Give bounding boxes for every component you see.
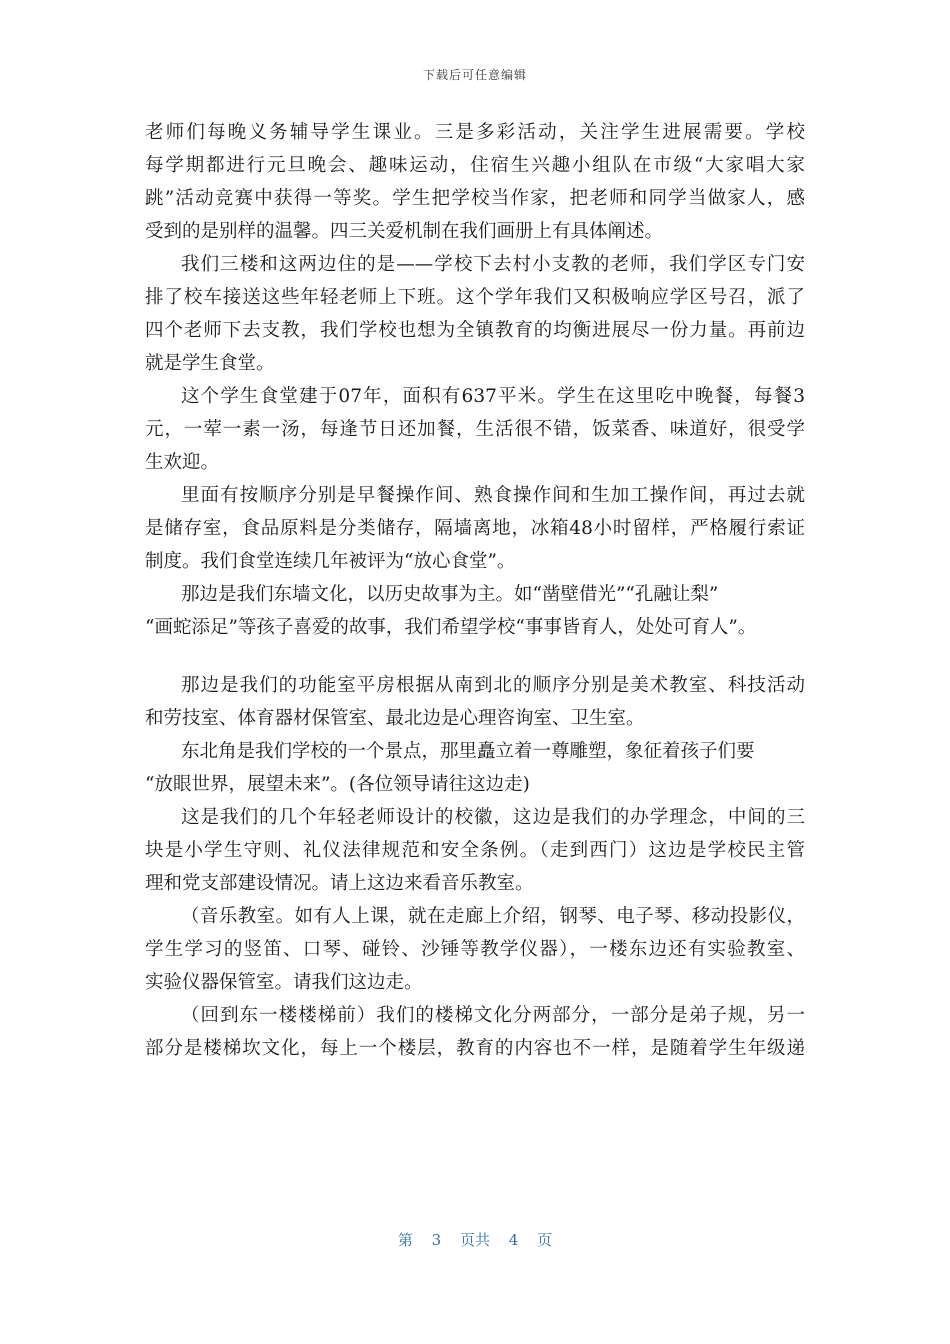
paragraph: [145, 248, 805, 380]
text-line: 每学期都进行元旦晚会、趣味运动，住宿生兴趣小组队在市级“大家唱大家: [145, 155, 805, 176]
text-line: 块是小学生守则、礼仪法律规范和安全条例。（走到西门）这边是学校民主管: [145, 840, 805, 861]
text-line: 实验仪器保管室。请我们这边走。: [145, 972, 423, 993]
paragraph: [145, 479, 805, 578]
text-line: 这是我们的几个年轻老师设计的校徽，这边是我们的办学理念，中间的三: [181, 807, 805, 828]
paragraph: [145, 116, 805, 248]
page-total: 4: [508, 1231, 519, 1249]
text-line: 受到的是别样的温馨。四三关爱机制在我们画册上有具体阐述。: [145, 221, 664, 242]
paragraph: [145, 578, 805, 644]
text-line: 跳”活动竞赛中获得一等奖。学生把学校当作家，把老师和同学当做家人，感: [145, 188, 805, 209]
text-line: 里面有按顺序分别是早餐操作间、熟食操作间和生加工操作间，再过去就: [181, 485, 805, 506]
text-line: 学生学习的竖笛、口琴、碰铃、沙锤等教学仪器），一楼东边还有实验教室、: [145, 939, 805, 960]
text-line: 那边是我们东墙文化，以历史故事为主。如“凿壁借光”“孔融让梨”: [181, 584, 719, 605]
text-line: “画蛇添足”等孩子喜爱的故事，我们希望学校“事事皆育人，处处可育人”。: [145, 617, 757, 638]
text-line: 排了校车接送这些年轻老师上下班。这个学年我们又积极响应学区号召，派了: [145, 287, 805, 308]
page-mid: 页共: [459, 1231, 490, 1249]
text-line: “放眼世界，展望未来”。(各位领导请往这边走): [145, 774, 530, 795]
text-line: 老师们每晚义务辅导学生课业。三是多彩活动，关注学生进展需要。学校: [145, 122, 805, 143]
paragraph: [145, 999, 805, 1065]
text-line: 理和党支部建设情况。请上这边来看音乐教室。: [145, 873, 534, 894]
text-line: 生欢迎。: [145, 452, 220, 473]
page-header: 下载后可任意编辑: [422, 68, 527, 82]
text-line: （音乐教室。如有人上课，就在走廊上介绍，钢琴、电子琴、移动投影仪，: [181, 906, 805, 927]
text-line: 我们三楼和这两边住的是——学校下去村小支教的老师，我们学区专门安: [181, 254, 805, 275]
text-line: 部分是楼梯坎文化，每上一个楼层，教育的内容也不一样，是随着学生年级递: [145, 1038, 805, 1059]
text-line: 制度。我们食堂连续几年被评为“放心食堂”。: [145, 551, 516, 572]
text-line: 东北角是我们学校的一个景点，那里矗立着一尊雕塑，象征着孩子们要: [181, 741, 755, 762]
paragraph: [145, 801, 805, 900]
text-line: 那边是我们的功能室平房根据从南到北的顺序分别是美术教室、科技活动: [181, 675, 805, 696]
text-line: 和劳技室、体育器材保管室、最北边是心理咨询室、卫生室。: [145, 708, 645, 729]
paragraph: [145, 380, 805, 479]
page-label: 第: [397, 1231, 413, 1249]
paragraph: [145, 669, 805, 735]
paragraph-gap: [145, 644, 805, 669]
text-line: （回到东一楼楼梯前）我们的楼梯文化分两部分，一部分是弟子规，另一: [181, 1005, 805, 1026]
document-body: [145, 116, 805, 1065]
paragraph: [145, 735, 805, 801]
page-current: 3: [431, 1231, 442, 1249]
text-line: 是储存室，食品原料是分类储存，隔墙离地，冰箱48小时留样，严格履行索证: [145, 518, 805, 539]
text-line: 元，一荤一素一汤，每逢节日还加餐，生活很不错，饭菜香、味道好，很受学: [145, 419, 805, 440]
page-footer: [0, 1229, 950, 1250]
text-line: 就是学生食堂。: [145, 353, 275, 374]
text-line: 四个老师下去支教，我们学校也想为全镇教育的均衡进展尽一份力量。再前边: [145, 320, 805, 341]
paragraph: [145, 900, 805, 999]
text-line: 这个学生食堂建于07年，面积有637平米。学生在这里吃中晚餐，每餐3: [181, 386, 805, 407]
page-suffix: 页: [537, 1231, 553, 1249]
